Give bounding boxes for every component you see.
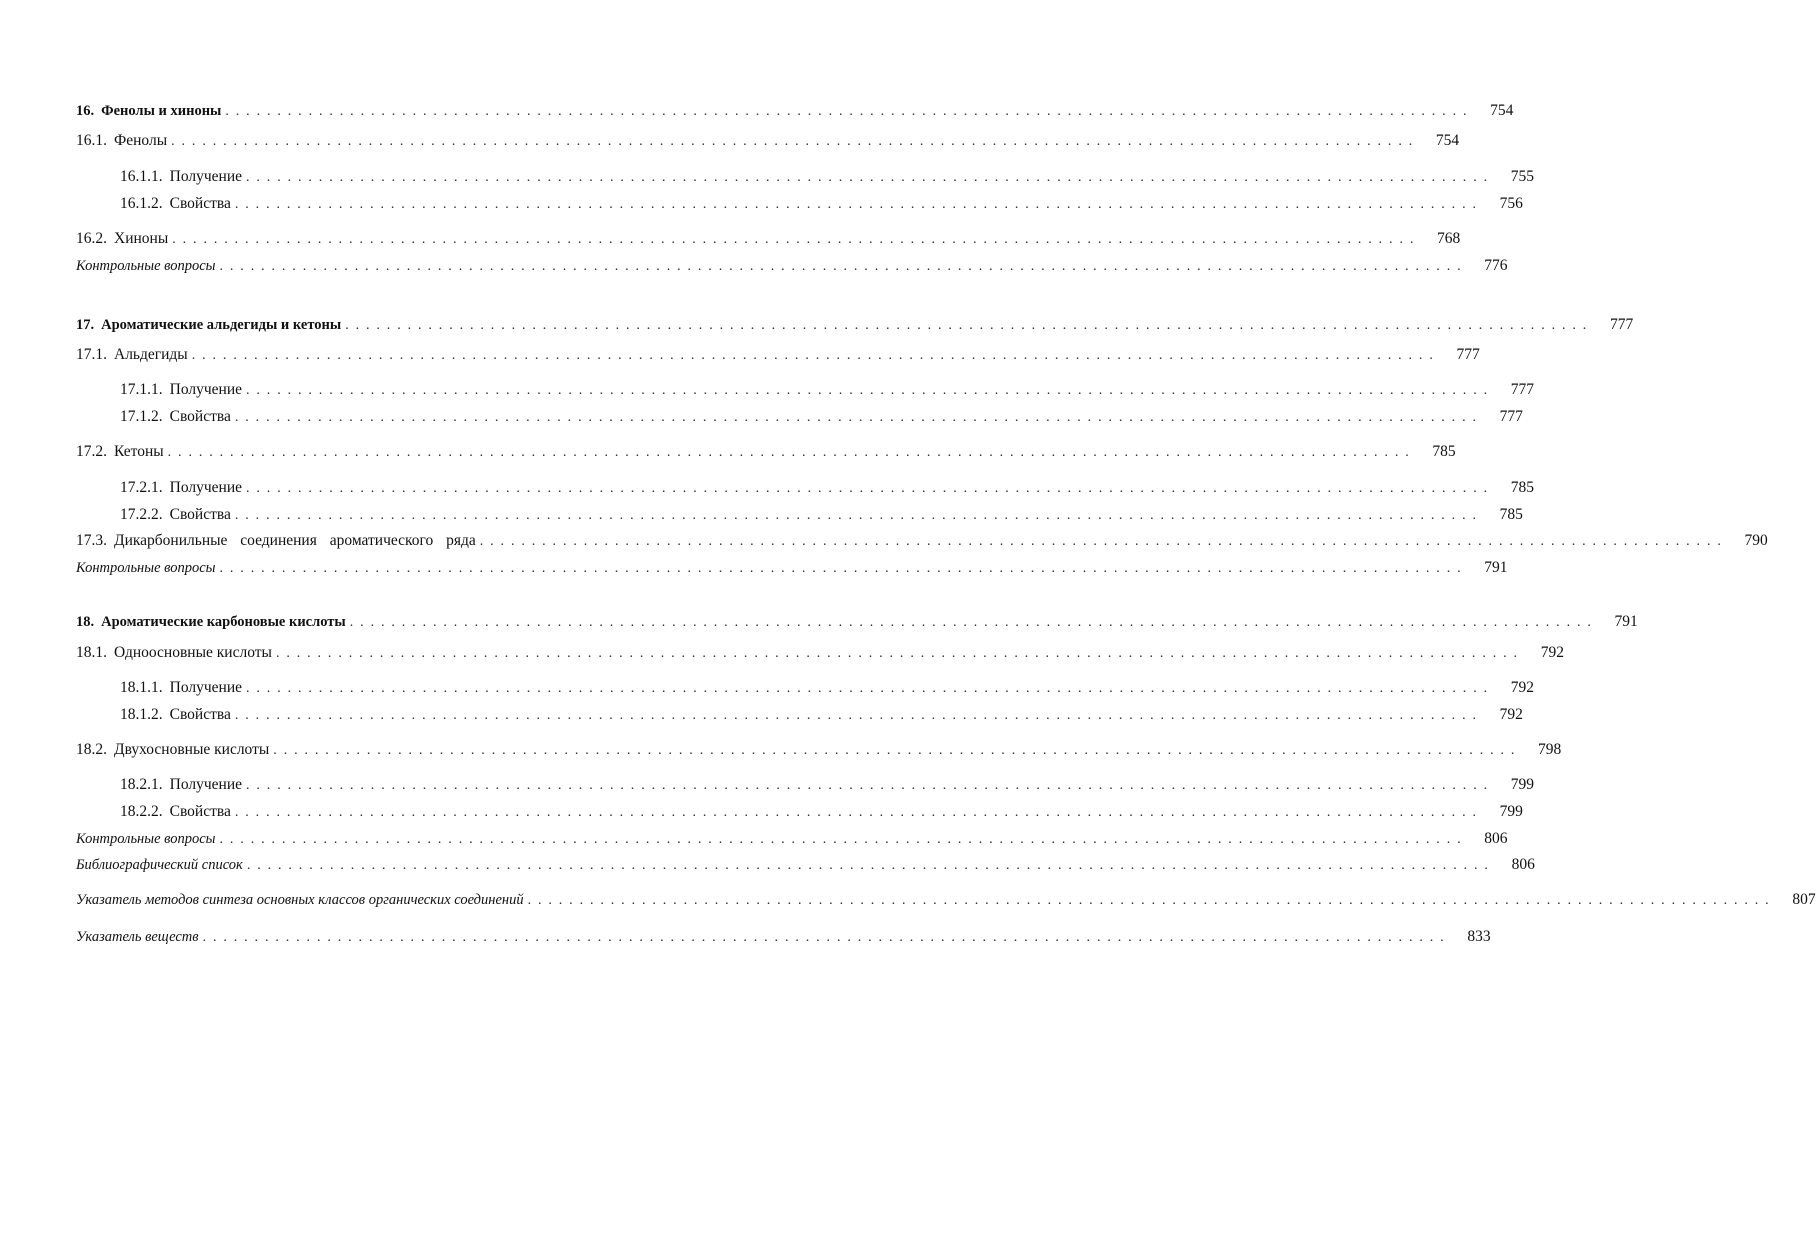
toc-entry[interactable]	[76, 344, 1480, 366]
toc-entry[interactable]	[76, 739, 1562, 761]
toc-entry-title	[76, 441, 164, 463]
toc-entry-page: 791	[1484, 559, 1508, 576]
toc-entry-title	[76, 828, 216, 850]
toc-entry-number: 17.1.	[76, 346, 107, 363]
dot-leader: ........................................................................................................................	[246, 481, 1494, 496]
toc-entry[interactable]	[76, 530, 1768, 552]
toc-entry-text: Контрольные вопросы	[76, 258, 216, 274]
toc-entry-title	[76, 130, 167, 152]
dot-leader: ........................................................................................................................	[167, 445, 1416, 460]
toc-entry-title	[120, 406, 231, 428]
toc-entry-page: 792	[1540, 644, 1564, 661]
toc-entry-text: Указатель методов синтеза основных классов органических соединений	[76, 892, 524, 908]
toc-entry-title	[120, 677, 242, 699]
toc-entry[interactable]	[76, 557, 1508, 579]
toc-entry-text: Свойства	[169, 408, 231, 425]
toc-entry-title	[76, 228, 168, 250]
dot-leader: ........................................................................................................................	[202, 930, 1451, 945]
toc-entry[interactable]	[76, 228, 1461, 250]
toc-entry-text: Фенолы	[114, 132, 168, 149]
toc-entry-page: 777	[1499, 408, 1523, 425]
toc-entry[interactable]	[76, 255, 1508, 277]
toc-entry-text: Хиноны	[114, 230, 169, 247]
toc-entry-title	[76, 100, 221, 122]
toc-entry[interactable]	[76, 314, 1634, 336]
dot-leader: ........................................................................................................................	[246, 681, 1494, 696]
toc-entry-page: 755	[1510, 168, 1534, 185]
toc-entry-title	[120, 774, 242, 796]
toc-entry-title	[76, 611, 346, 633]
dot-leader: ........................................................................................................................	[349, 615, 1598, 630]
toc-entry-text: Свойства	[169, 803, 231, 820]
toc-entry-number: 18.2.	[76, 741, 107, 758]
toc-entry-page: 777	[1456, 346, 1480, 363]
toc-entry-page: 756	[1499, 195, 1523, 212]
toc-entry-number: 17.2.1.	[120, 479, 163, 496]
toc-entry-page: 785	[1510, 479, 1534, 496]
toc-entry-page: 791	[1614, 613, 1638, 630]
toc-entry-page: 777	[1609, 316, 1634, 333]
dot-leader: ........................................................................................................................	[234, 708, 1483, 723]
toc-entry-page: 785	[1432, 443, 1456, 460]
toc-entry-page: 790	[1744, 532, 1768, 549]
toc-entry-title	[76, 255, 216, 277]
toc-entry-title	[120, 504, 231, 526]
dot-leader: ........................................................................................................................	[219, 259, 1468, 274]
toc-entry-number: 16.1.2.	[120, 195, 163, 212]
toc-entry-title	[76, 926, 199, 948]
toc-entry-page: 785	[1499, 506, 1523, 523]
toc-entry-page: 777	[1510, 381, 1534, 398]
dot-leader: ........................................................................................................................	[273, 743, 1522, 758]
dot-leader: ........................................................................................................................	[345, 318, 1594, 333]
toc-entry-number: 17.2.	[76, 443, 107, 460]
toc-entry-text: Получение	[169, 168, 242, 185]
toc-entry-text: Свойства	[169, 706, 231, 723]
dot-leader: ........................................................................................................................	[225, 104, 1474, 119]
toc-entry-title	[76, 530, 476, 552]
toc-entry-page: 754	[1490, 102, 1514, 119]
dot-leader: ........................................................................................................................	[246, 383, 1494, 398]
dot-leader: ........................................................................................................................	[275, 646, 1524, 661]
toc-entry[interactable]	[120, 166, 1534, 188]
toc-entry[interactable]	[76, 130, 1460, 152]
toc-entry-number: 16.2.	[76, 230, 107, 247]
toc-entry[interactable]	[76, 828, 1508, 850]
toc-entry-page: 799	[1510, 776, 1534, 793]
toc-entry-number: 16.1.1.	[120, 168, 163, 185]
toc-entry-page: 833	[1467, 928, 1491, 945]
toc-entry[interactable]	[76, 611, 1638, 633]
toc-entry-number: 16.1.	[76, 132, 107, 149]
toc-entry[interactable]	[76, 441, 1456, 463]
toc-entry-text: Получение	[169, 776, 242, 793]
toc-entry-text: Контрольные вопросы	[76, 831, 216, 847]
toc-entry-text: Получение	[169, 479, 242, 496]
toc-entry-number: 17.2.2.	[120, 506, 163, 523]
dot-leader: ........................................................................................................................	[172, 232, 1421, 247]
toc-entry-text: Ароматические альдегиды и кетоны	[101, 317, 342, 333]
toc-entry-title	[76, 557, 216, 579]
toc-entry-page: 754	[1435, 132, 1460, 149]
toc-entry-number: 17.	[76, 317, 95, 333]
toc-entry[interactable]	[120, 677, 1534, 699]
toc-entry-title	[120, 379, 242, 401]
toc-entry-text: Альдегиды	[114, 346, 188, 363]
toc-entry-number: 18.1.2.	[120, 706, 163, 723]
toc-entry-page: 807	[1792, 891, 1816, 908]
toc-entry-page: 792	[1499, 706, 1523, 723]
toc-entry[interactable]	[120, 379, 1534, 401]
toc-entry-text: Фенолы и хиноны	[101, 103, 222, 119]
toc-entry[interactable]	[120, 704, 1523, 726]
toc-entry[interactable]	[120, 477, 1534, 499]
dot-leader: ........................................................................................................................	[171, 134, 1420, 149]
toc-entry-title	[76, 344, 188, 366]
dot-leader: ........................................................................................................................	[234, 508, 1483, 523]
dot-leader: ........................................................................................................................	[246, 170, 1494, 185]
toc-entry-text: Дикарбонильные соединения ароматического ряда	[114, 532, 476, 549]
dot-leader: ........................................................................................................................	[234, 410, 1483, 425]
toc-entry-text: Одноосновные кислоты	[114, 644, 272, 661]
toc-entry-text: Библиографический список	[76, 857, 243, 873]
toc-entry[interactable]	[76, 100, 1514, 122]
toc-entry[interactable]	[76, 854, 1535, 876]
toc-entry[interactable]	[76, 642, 1564, 664]
toc-entry-text: Ароматические карбоновые кислоты	[101, 614, 346, 630]
toc-entry-text: Контрольные вопросы	[76, 560, 216, 576]
toc-entry-text: Указатель веществ	[76, 929, 199, 945]
dot-leader: ........................................................................................................................	[219, 832, 1468, 847]
toc-entry[interactable]	[120, 504, 1523, 526]
dot-leader: ........................................................................................................................	[527, 893, 1776, 908]
dot-leader: ........................................................................................................................	[479, 534, 1728, 549]
toc-entry-text: Свойства	[169, 506, 231, 523]
toc-entry[interactable]	[76, 889, 1816, 911]
dot-leader: ........................................................................................................................	[246, 858, 1495, 873]
dot-leader: ........................................................................................................................	[234, 197, 1483, 212]
toc-entry-number: 18.	[76, 614, 95, 630]
toc-entry-page: 798	[1538, 741, 1562, 758]
toc-entry-title	[76, 314, 341, 336]
dot-leader: ........................................................................................................................	[191, 348, 1440, 363]
toc-entry-title	[120, 477, 242, 499]
toc-entry-page: 806	[1511, 856, 1535, 873]
toc-entry-title	[76, 642, 272, 664]
toc-entry[interactable]	[120, 193, 1523, 215]
toc-entry-page: 776	[1484, 257, 1508, 274]
toc-entry-text: Получение	[169, 679, 242, 696]
toc-entry-text: Двухосновные кислоты	[114, 741, 270, 758]
toc-entry-title	[120, 166, 242, 188]
dot-leader: ........................................................................................................................	[246, 778, 1494, 793]
toc-entry-title	[76, 889, 524, 911]
toc-entry-page: 806	[1484, 830, 1508, 847]
toc-entry[interactable]	[120, 774, 1534, 796]
toc-entry-title	[76, 739, 269, 761]
toc-entry-title	[120, 704, 231, 726]
toc-entry-title	[120, 801, 231, 823]
toc-entry[interactable]	[120, 801, 1523, 823]
toc-entry-text: Свойства	[169, 195, 231, 212]
toc-entry-page: 792	[1510, 679, 1534, 696]
toc-entry-title	[120, 193, 231, 215]
dot-leader: ........................................................................................................................	[219, 561, 1468, 576]
toc-entry-page: 768	[1437, 230, 1461, 247]
toc-entry-number: 18.1.1.	[120, 679, 163, 696]
toc-entry[interactable]	[76, 926, 1491, 948]
toc-entry-text: Получение	[169, 381, 242, 398]
toc-entry-number: 17.1.2.	[120, 408, 163, 425]
toc-entry-number: 16.	[76, 103, 95, 119]
toc-entry-text: Кетоны	[114, 443, 164, 460]
dot-leader: ........................................................................................................................	[234, 805, 1483, 820]
toc-entry-title	[76, 854, 243, 876]
toc-entry-number: 18.2.2.	[120, 803, 163, 820]
toc-entry[interactable]	[120, 406, 1523, 428]
toc-entry-number: 18.1.	[76, 644, 107, 661]
toc-entry-number: 17.1.1.	[120, 381, 163, 398]
toc-entry-page: 799	[1499, 803, 1523, 820]
toc-entry-number: 18.2.1.	[120, 776, 163, 793]
toc-entry-number: 17.3.	[76, 532, 107, 549]
